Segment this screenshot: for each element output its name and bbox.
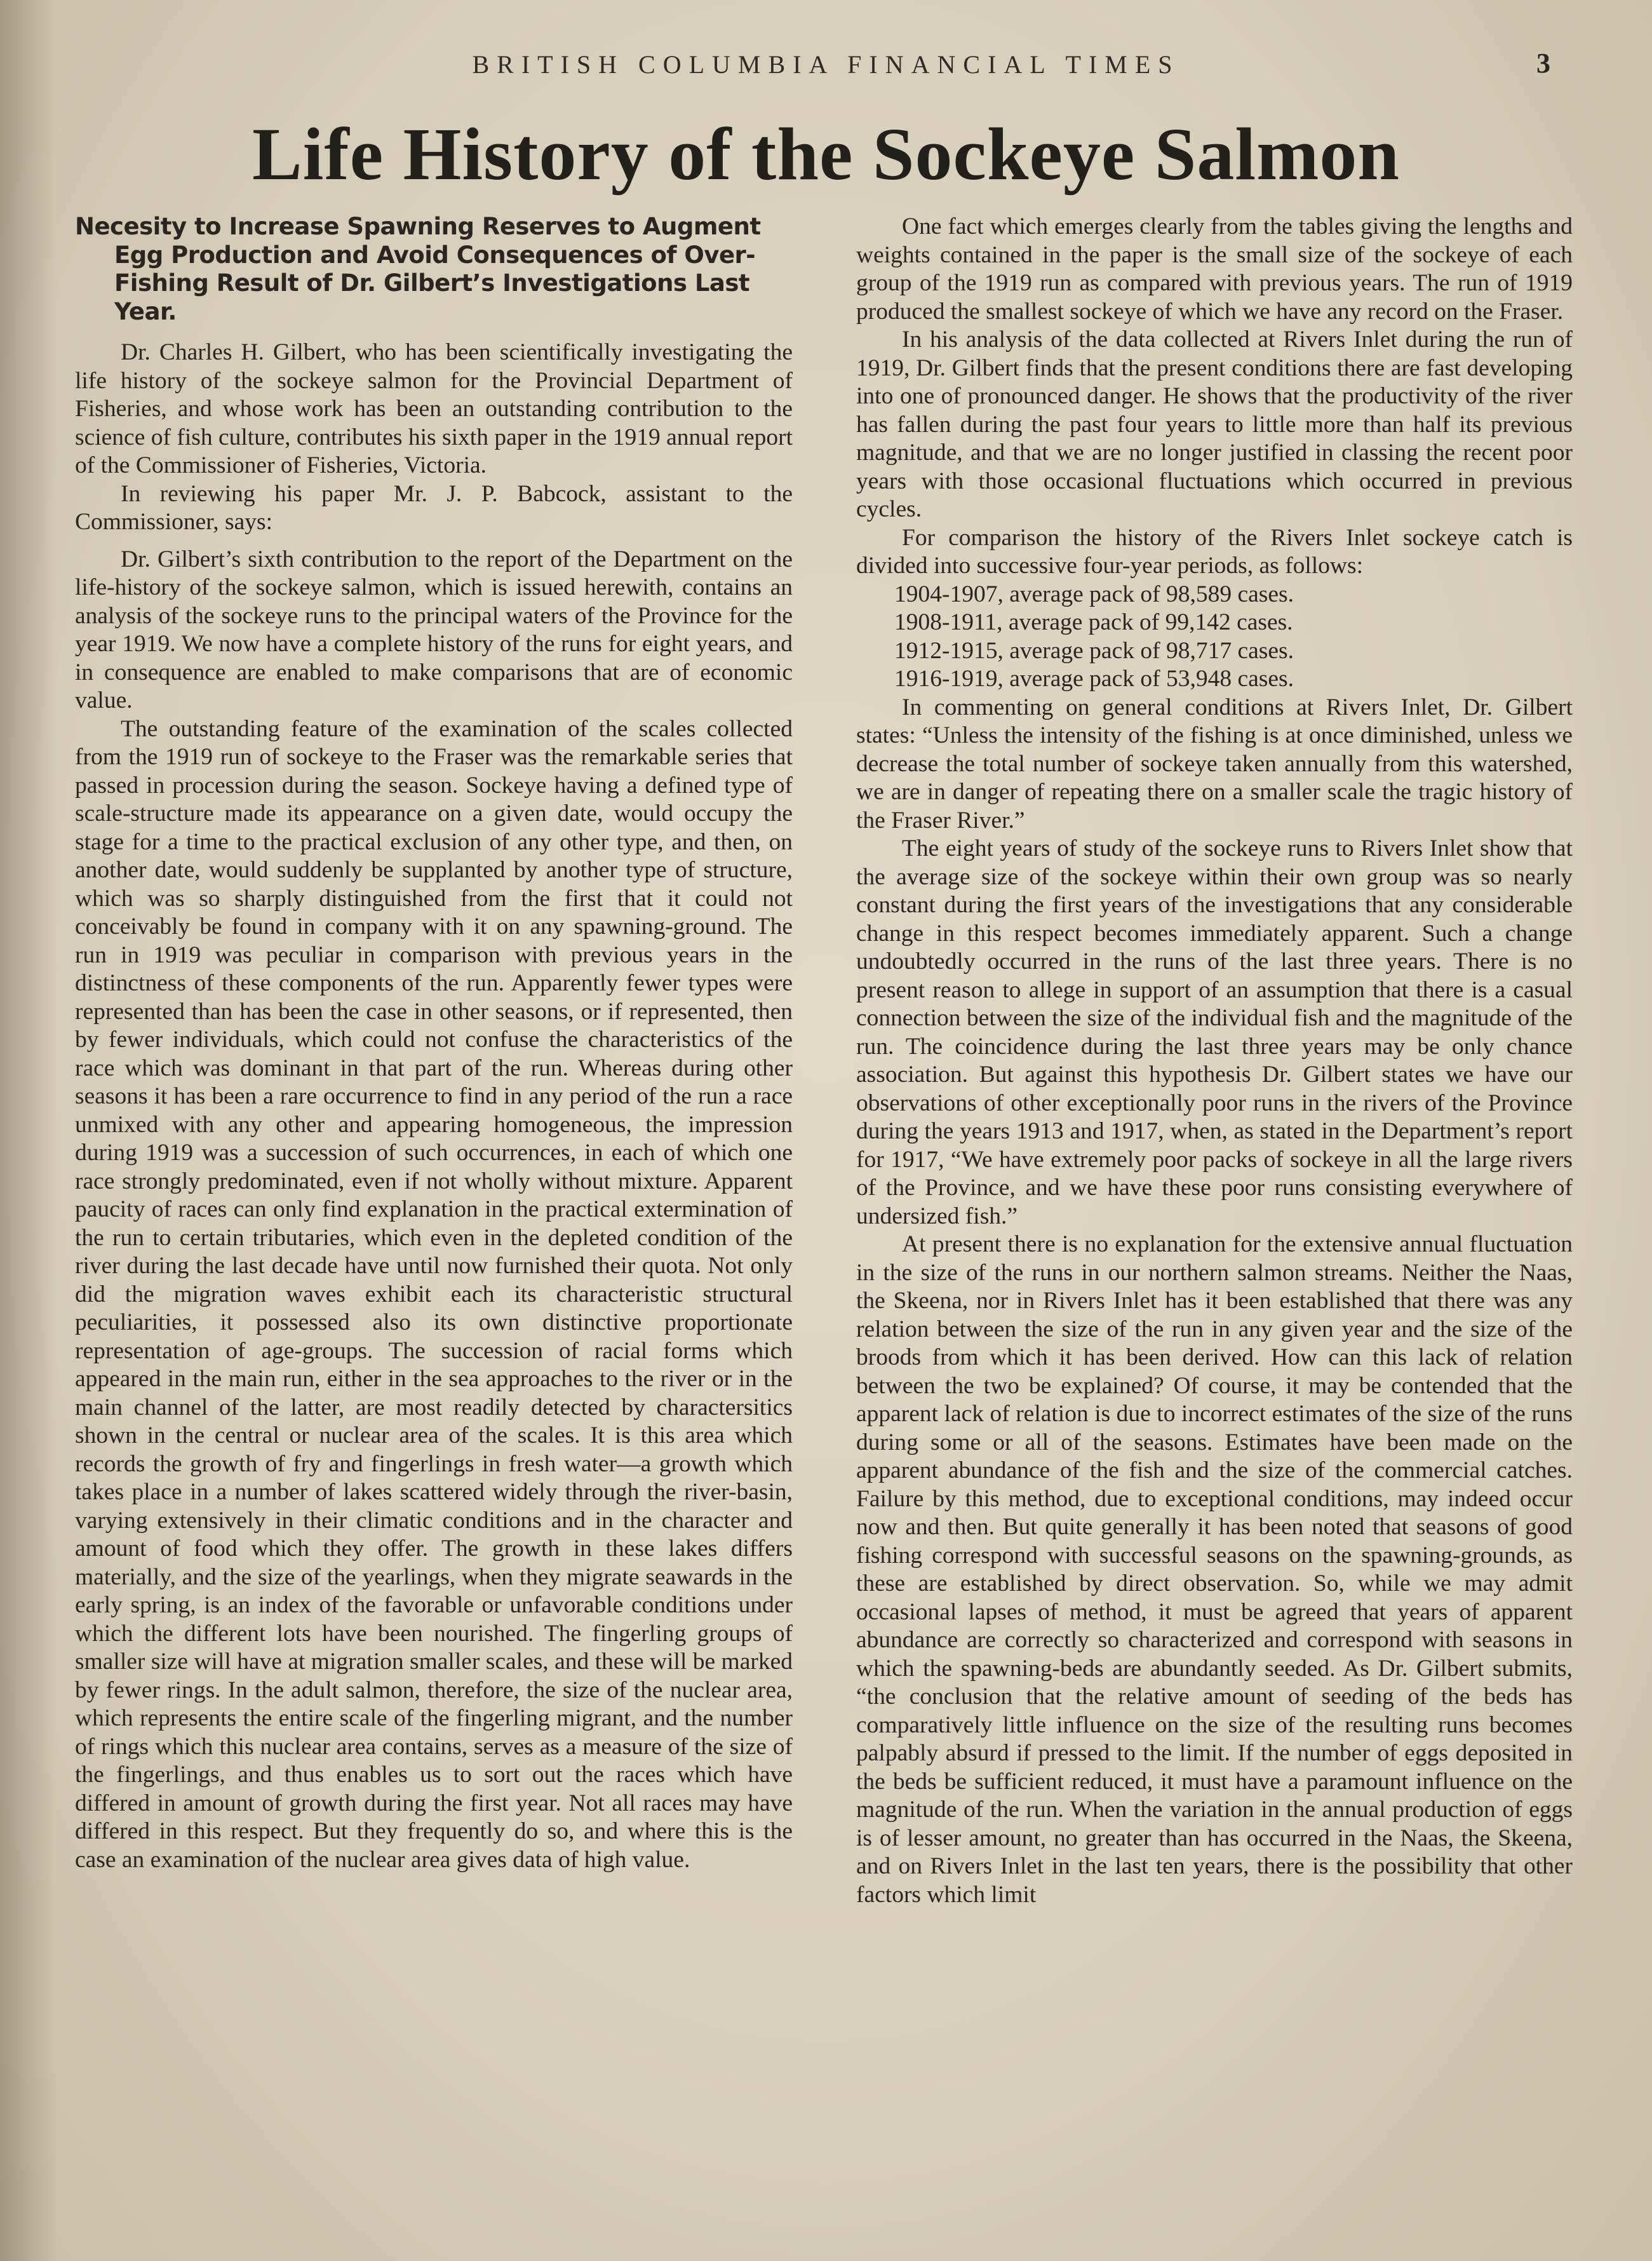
pack-period-item: 1912-1915, average pack of 98,717 cases. [894,637,1294,664]
page-number: 3 [1536,48,1550,79]
article-subhead: Necesity to Increase Spawning Reserves to Augment Egg Production and Avoid Consequences of Over-Fishing Result of Dr. Gilbert’s Investigations Last Year. [75,213,761,325]
binding-shadow [0,0,57,2261]
article-title: Life History of the Sockeye Salmon [252,112,1400,196]
paragraph: In reviewing his paper Mr. J. P. Babcock, assistant to the Commissioner, says: [75,480,793,535]
paragraph: For comparison the history of the Rivers Inlet sockeye catch is divided into successive four-year periods, as follows: [856,524,1573,579]
paragraph: At present there is no explanation for the extensive annual fluctuation in the size of the runs in our northern salmon streams. Neither the Naas, the Skeena, nor in Rivers Inlet has it been established that there was any relation between the size of the run in any given year and the size of the broods from which it has been derived. How can this lack of relation between the two be explained? Of course, it may be contended that the apparent lack of relation is due to incorrect estimates of the size of the runs during some or all of the seasons. Estimates have been made on the apparent abundance of the fish and the size of the commercial catches. Failure by this method, due to exceptional conditions, may indeed occur now and then. But quite generally it has been noted that seasons of good fishing correspond with successful seasons on the spawning-grounds, as these are established by direct observation. So, while we may admit occasional lapses of method, it must be agreed that years of apparent abundance are correctly so characterized and correspond with seasons in which the spawning-beds are abundantly seeded. As Dr. Gilbert submits, “the conclusion that the relative amount of seeding of the beds has comparatively little influence on the size of the resulting runs becomes palpably absurd if pressed to the limit. If the number of eggs deposited in the beds be sufficient reduced, it must have a paramount influence on the magnitude of the run. When the variation in the annual production of eggs is of lesser amount, no greater than has occurred in the Naas, the Skeena, and on Rivers Inlet in the last ten years, there is the possibility that other factors which limit [856,1231,1573,1908]
left-column [75,213,793,2233]
running-head: BRITISH COLUMBIA FINANCIAL TIMES [472,50,1180,79]
pack-period-item: 1916-1919, average pack of 53,948 cases. [894,666,1294,692]
paragraph: The eight years of study of the sockeye runs to Rivers Inlet show that the average size of the sockeye within their own group was so nearly constant during the first years of the investigations that any considerable change in this respect becomes immediately apparent. Such a change undoubtedly occurred in the runs of the last three years. There is no present reason to allege in support of an assumption that there is a casual connection between the size of the individual fish and the magnitude of the run. The coincidence during the last three years may be only chance association. But against this hypothesis Dr. Gilbert states we have our observations of other exceptionally poor runs in the rivers of the Province during the years 1913 and 1917, when, as stated in the Department’s report for 1917, “We have extremely poor packs of sockeye in all the large rivers of the Province, and we have these poor runs consisting everywhere of undersized fish.” [856,835,1573,1229]
paragraph: In commenting on general conditions at Rivers Inlet, Dr. Gilbert states: “Unless the intensity of the fishing is at once diminished, unless we decrease the total number of sockeye taken annually from this watershed, we are in danger of repeating there on a smaller scale the tragic history of the Fraser River.” [856,694,1573,834]
paragraph: One fact which emerges clearly from the tables giving the lengths and weights contained in the paper is the small size of the sockeye of each group of the 1919 run as compared with previous years. The run of 1919 produced the smallest sockeye of which we have any record on the Fraser. [856,213,1573,325]
pack-period-item: 1904-1907, average pack of 98,589 cases. [894,581,1294,607]
pack-period-item: 1908-1911, average pack of 99,142 cases. [894,609,1293,635]
spacer [75,537,793,546]
right-column [856,213,1573,2233]
paragraph: Dr. Gilbert’s sixth contribution to the report of the Department on the life-history of the sockeye salmon, which is issued herewith, contains an analysis of the sockeye runs to the principal waters of the Province for the year 1919. We now have a complete history of the runs for eight years, and in consequence are enabled to make comparisons that are of economic value. [75,546,793,713]
paragraph: Dr. Charles H. Gilbert, who has been scientifically investigating the life history of the sockeye salmon for the Provincial Department of Fisheries, and whose work has been an outstanding contribution to the science of fish culture, contributes his sixth paper in the 1919 annual report of the Commissioner of Fisheries, Victoria. [75,339,793,478]
paragraph: The outstanding feature of the examination of the scales collected from the 1919 run of sockeye to the Fraser was the remarkable series that passed in procession during the season. Sockeye having a defined type of scale-structure made its appearance on a given date, would occupy the stage for a time to the practical exclusion of any other type, and then, on another date, would suddenly be supplanted by another type of structure, which was so sharply distinguished from the first that it could not conceivably be found in company with it on any spawning-ground. The run in 1919 was peculiar in comparison with previous years in the distinctness of these components of the run. Apparently fewer types were represented than has been the case in other seasons, or if represented, then by fewer individuals, which could not confuse the characteristics of the race which was dominant in that part of the run. Whereas during other seasons it has been a rare occurrence to find in any period of the run a race unmixed with any other and appearing homogeneous, the impression during 1919 was a succession of such occurrences, in each of which one race strongly predominated, even if not wholly without mixture. Apparent paucity of races can only find explanation in the practical extermination of the run to certain tributaries, which even in the depleted condition of the river during the last decade have until now furnished their quota. Not only did the migration waves exhibit each its characteristic structural peculiarities, it possessed also its own distinctive proportionate representation of age-groups. The succession of racial forms which appeared in the main run, either in the sea approaches to the river or in the main channel of the latter, are most readily detected by charactersitics shown in the central or nuclear area of the scales. It is this area which records the growth of fry and fingerlings in fresh water—a growth which takes place in a number of lakes scattered widely through the river-basin, varying extensively in their climatic conditions and in the character and amount of food which they offer. The growth in these lakes differs materially, and the size of the yearlings, when they migrate seawards in the early spring, is an index of the favorable or unfavorable conditions under which the different lots have been nourished. The fingerling groups of smaller size will have at migration smaller scales, and these will be marked by fewer rings. In the adult salmon, therefore, the size of the nuclear area, which represents the entire scale of the fingerling migrant, and the number of rings which this nuclear area contains, serves as a measure of the size of the fingerlings, and thus enables us to sort out the races which have differed in amount of growth during the first year. Not all races may have differed in this respect. But they frequently do so, and where this is the case an examination of the nuclear area gives data of high value. [75,715,793,1873]
paragraph: In his analysis of the data collected at Rivers Inlet during the run of 1919, Dr. Gilbert finds that the present conditions there are fast developing into one of pronounced danger. He shows that the productivity of the river has fallen during the past four years to little more than half its previous magnitude, and that we are no longer justified in classing the recent poor years with those occasional fluctuations which occurred in previous cycles. [856,327,1573,522]
pack-period-list [856,581,1573,694]
